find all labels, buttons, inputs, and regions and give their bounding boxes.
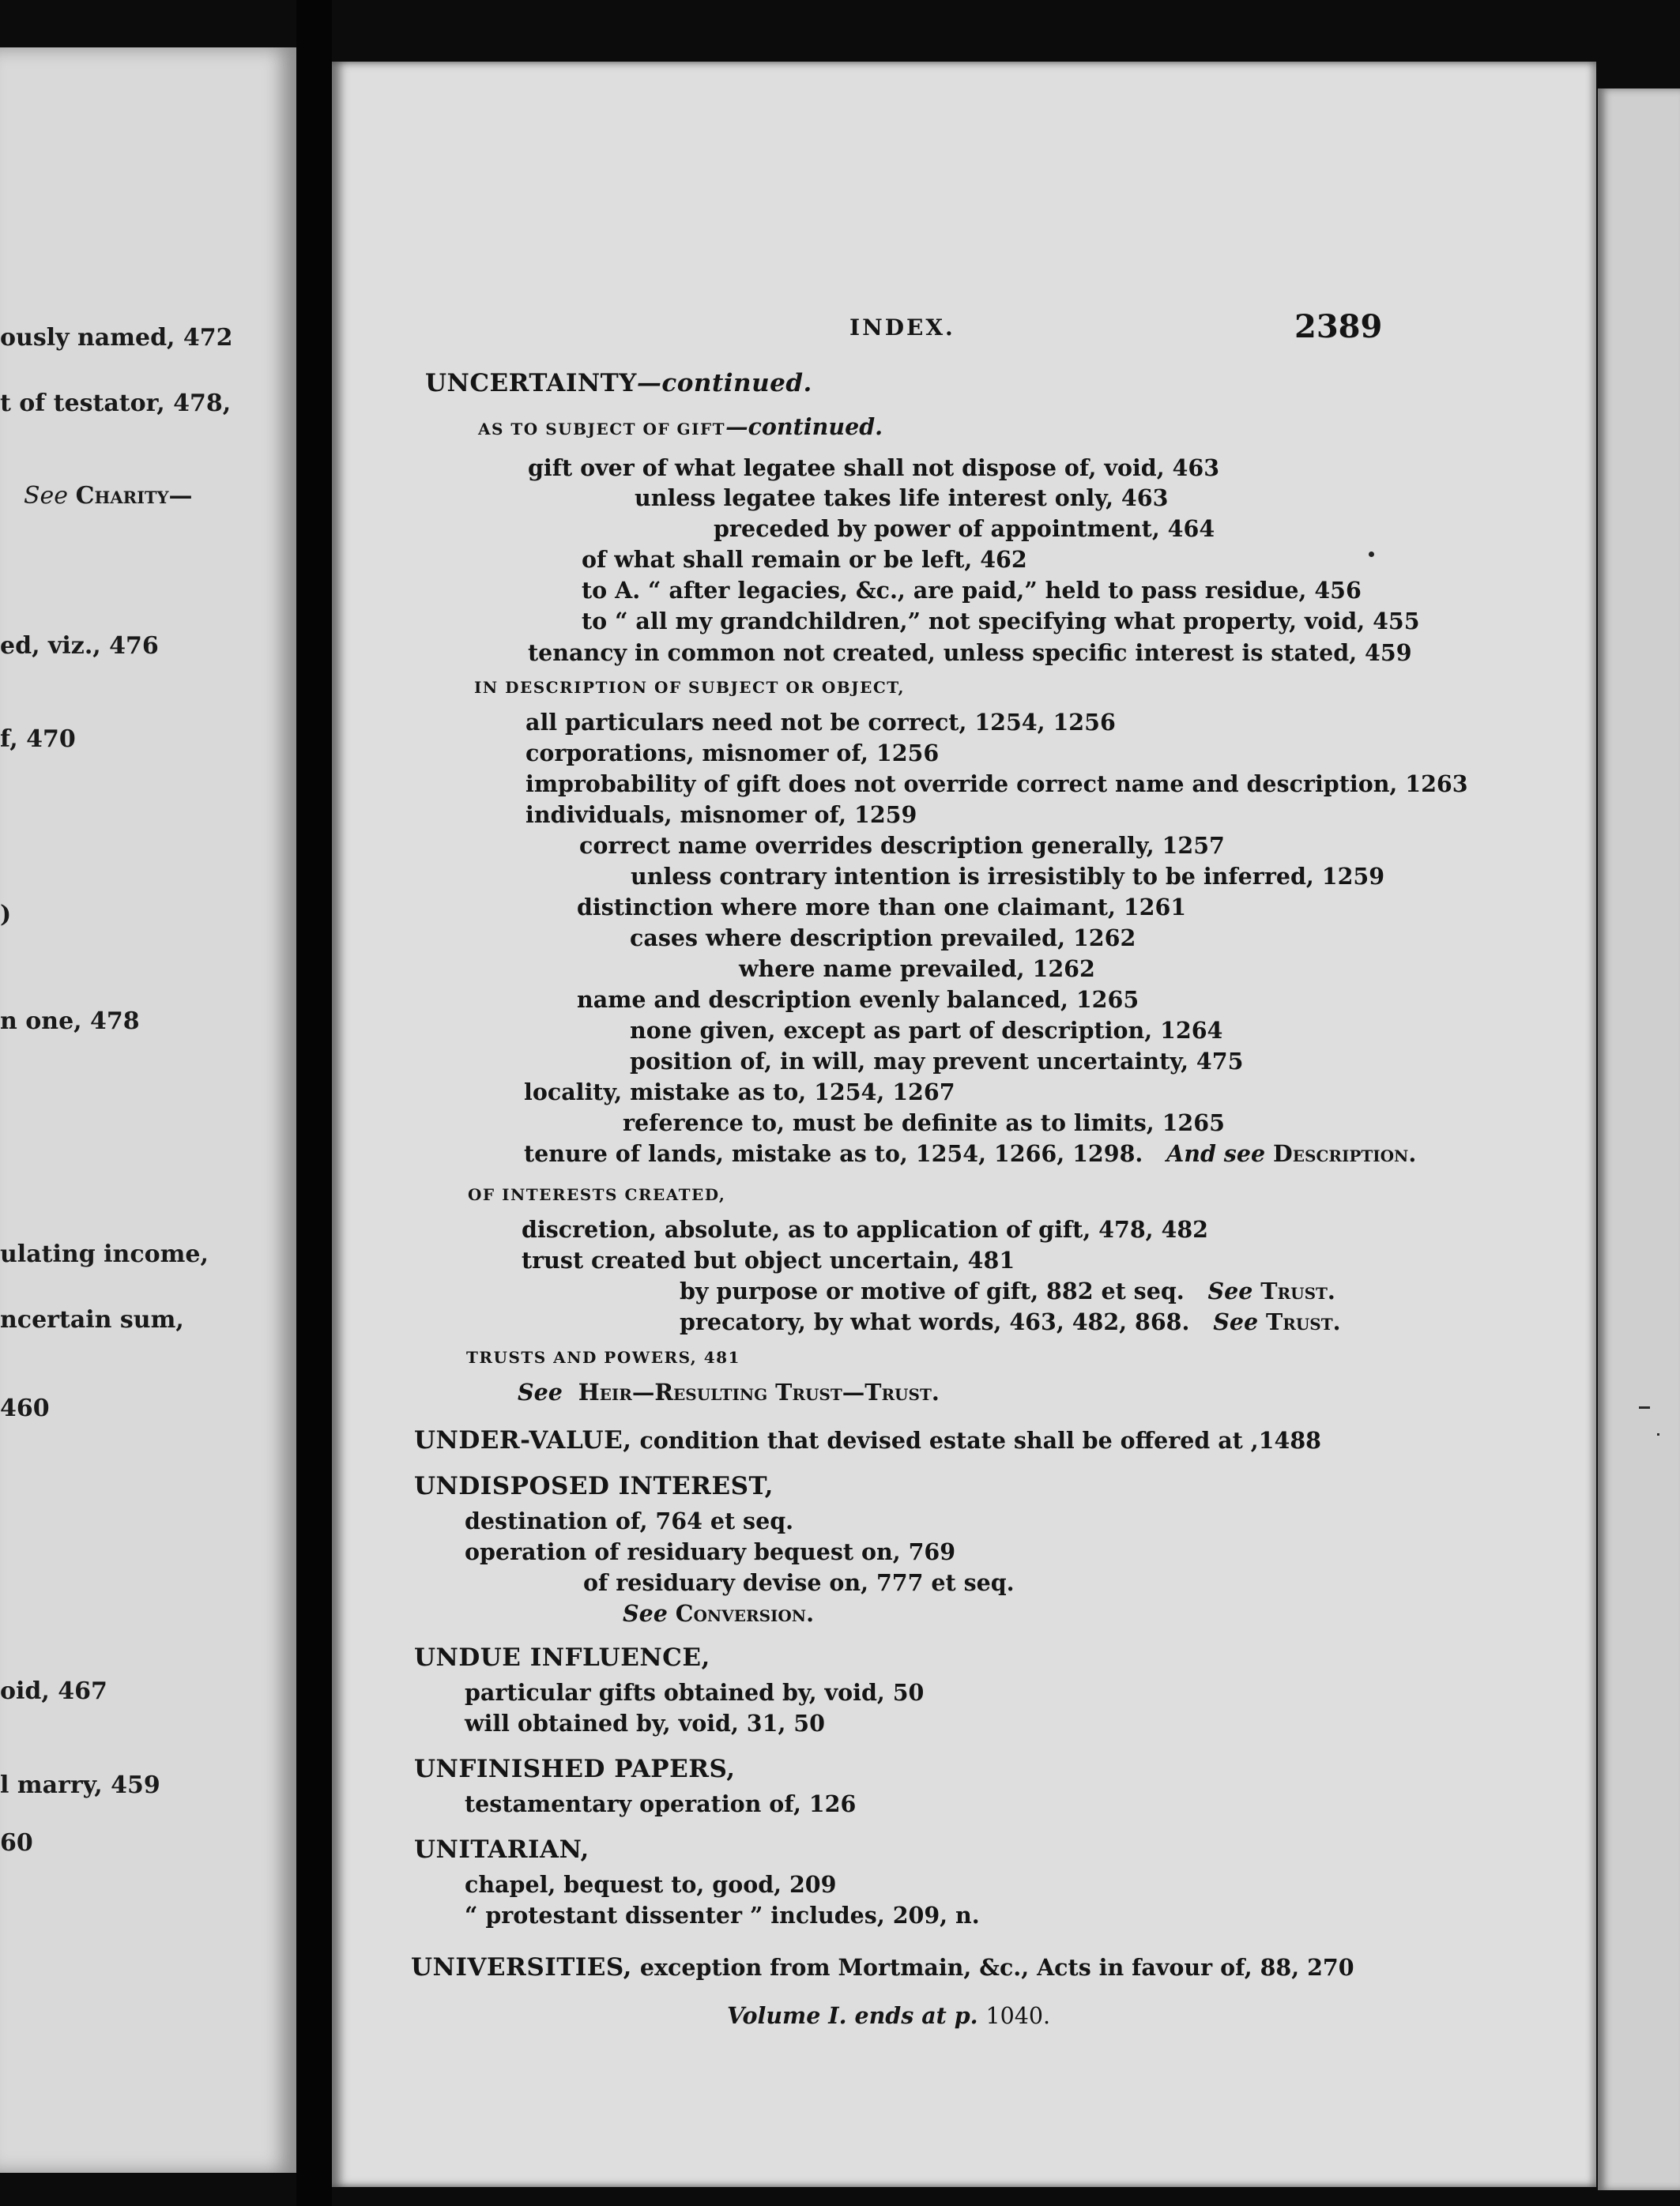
next-page-edge — [1598, 88, 1680, 2190]
heading-text: UNCERTAINTY — [425, 369, 637, 397]
index-line-with-cross-reference — [524, 1140, 1417, 1167]
see-label: See — [1207, 1278, 1253, 1304]
index-see-line — [623, 1602, 814, 1625]
index-line: of what shall remain or be left, 462 — [582, 546, 1027, 573]
index-line: where name prevailed, 1262 — [739, 955, 1095, 982]
subheading-trusts-and-powers: TRUSTS AND POWERS, 481 — [466, 1348, 740, 1367]
cross-reference: Heir—Resulting Trust—Trust. — [578, 1379, 940, 1406]
page-header-title: INDEX. — [849, 314, 955, 341]
index-line-with-cross-reference — [680, 1280, 1335, 1303]
index-line-with-cross-reference — [680, 1308, 1341, 1335]
left-page-fragment: t of testator, 478, — [0, 390, 232, 417]
page-number: 2389 — [1294, 308, 1383, 345]
footnote-text: Volume I. ends at p. — [727, 2002, 978, 2029]
see-label: See — [518, 1379, 563, 1406]
footnote-page: 1040. — [985, 2003, 1051, 2029]
cross-reference: Trust. — [1260, 1278, 1335, 1304]
left-page-fragment: ncertain sum, — [0, 1306, 184, 1334]
index-line: reference to, must be definite as to limits, 1265 — [623, 1109, 1225, 1136]
line-text: precatory, by what words, 463, 482, 868. — [680, 1308, 1190, 1335]
continued-label: —continued. — [725, 413, 883, 440]
subheading-subject-of-gift — [478, 413, 883, 440]
left-page-fragment: 60 — [0, 1829, 33, 1857]
subheading-text: AS TO SUBJECT OF GIFT — [478, 420, 726, 439]
index-line: unless contrary intention is irresistibly to be inferred, 1259 — [631, 863, 1385, 890]
heading-text: UNIVERSITIES, — [411, 1953, 632, 1982]
index-line: corporations, misnomer of, 1256 — [525, 740, 940, 766]
index-line: all particulars need not be correct, 1254, 1256 — [525, 709, 1116, 736]
index-line: chapel, bequest to, good, 209 — [465, 1871, 837, 1898]
edge-mark — [1639, 1406, 1650, 1409]
left-page-fragment: f, 470 — [0, 725, 76, 753]
index-line: to “ all my grandchildren,” not specifying what property, void, 455 — [582, 608, 1420, 634]
index-line: gift over of what legatee shall not dispose of, void, 463 — [528, 454, 1220, 481]
index-line: cases where description prevailed, 1262 — [630, 924, 1136, 951]
index-line: unless legatee takes life interest only, 463 — [635, 484, 1169, 511]
cross-reference: Description. — [1273, 1140, 1417, 1167]
edge-mark — [1657, 1433, 1659, 1436]
continued-label: —continued. — [636, 369, 812, 397]
cross-reference: Charity— — [75, 482, 193, 510]
index-line: preceded by power of appointment, 464 — [714, 515, 1215, 542]
cross-reference: Trust. — [1266, 1308, 1341, 1335]
left-page-fragment — [24, 482, 193, 510]
see-label: See — [1213, 1308, 1259, 1335]
index-line: will obtained by, void, 31, 50 — [465, 1710, 825, 1737]
left-page-fragment: ) — [0, 901, 12, 928]
entry-heading-undue-influence: UNDUE INFLUENCE, — [414, 1643, 710, 1672]
line-text: by purpose or motive of gift, 882 et seq. — [680, 1278, 1185, 1304]
left-page-fragment: oid, 467 — [0, 1677, 107, 1705]
index-line: correct name overrides description generally, 1257 — [579, 832, 1225, 859]
see-label: And see — [1166, 1140, 1266, 1167]
see-label: See — [623, 1600, 668, 1627]
left-page-fragment: 460 — [0, 1395, 50, 1422]
left-page-fragment: l marry, 459 — [0, 1771, 160, 1799]
subheading-description: IN DESCRIPTION OF SUBJECT OR OBJECT, — [474, 678, 905, 697]
index-line: particular gifts obtained by, void, 50 — [465, 1679, 925, 1706]
left-page-fragment: ed, viz., 476 — [0, 632, 159, 660]
index-line: “ protestant dissenter ” includes, 209, n. — [465, 1902, 980, 1929]
heading-text: UNDER-VALUE, — [414, 1426, 632, 1455]
index-line: tenancy in common not created, unless specific interest is stated, 459 — [528, 639, 1412, 666]
previous-page-fragment — [0, 47, 296, 2173]
index-line: discretion, absolute, as to application of gift, 478, 482 — [522, 1216, 1209, 1243]
index-line: of residuary devise on, 777 et seq. — [583, 1569, 1015, 1596]
entry-text: condition that devised estate shall be offered at ,1488 — [639, 1427, 1321, 1454]
index-line: operation of residuary bequest on, 769 — [465, 1538, 956, 1565]
index-line: to A. “ after legacies, &c., are paid,” held to pass residue, 456 — [582, 577, 1362, 604]
index-page — [332, 62, 1596, 2187]
entry-universities — [411, 1953, 1354, 1982]
running-head — [332, 308, 1596, 348]
cross-reference: Conversion. — [675, 1600, 814, 1627]
volume-footnote — [727, 2002, 1051, 2029]
index-line: name and description evenly balanced, 1265 — [577, 986, 1139, 1013]
index-line: position of, in will, may prevent uncertainty, 475 — [630, 1048, 1244, 1075]
index-line: none given, except as part of description, 1264 — [630, 1017, 1223, 1044]
index-line: distinction where more than one claimant, 1261 — [577, 894, 1187, 920]
index-line: trust created but object uncertain, 481 — [522, 1247, 1015, 1274]
entry-heading-unfinished-papers: UNFINISHED PAPERS, — [414, 1755, 736, 1783]
left-page-fragment: ously named, 472 — [0, 324, 233, 352]
index-line: testamentary operation of, 126 — [465, 1790, 857, 1817]
index-line: destination of, 764 et seq. — [465, 1508, 794, 1534]
margin-dot — [1369, 552, 1374, 557]
left-page-fragment: ulating income, — [0, 1240, 209, 1268]
book-gutter — [296, 0, 332, 2206]
index-line: individuals, misnomer of, 1259 — [525, 801, 917, 828]
entry-heading-uncertainty — [425, 371, 812, 396]
index-see-line — [518, 1381, 940, 1404]
entry-heading-undisposed-interest: UNDISPOSED INTEREST, — [414, 1472, 774, 1500]
left-page-fragment: n one, 478 — [0, 1007, 140, 1035]
entry-text: exception from Mortmain, &c., Acts in favour of, 88, 270 — [639, 1954, 1354, 1981]
see-label: See — [24, 482, 69, 510]
index-line: improbability of gift does not override correct name and description, 1263 — [525, 770, 1468, 797]
line-text: tenure of lands, mistake as to, 1254, 1266, 1298. — [524, 1140, 1143, 1167]
entry-under-value — [414, 1426, 1321, 1455]
index-line: locality, mistake as to, 1254, 1267 — [524, 1079, 955, 1105]
entry-heading-unitarian: UNITARIAN, — [414, 1835, 590, 1864]
subheading-interests-created: OF INTERESTS CREATED, — [468, 1185, 726, 1204]
